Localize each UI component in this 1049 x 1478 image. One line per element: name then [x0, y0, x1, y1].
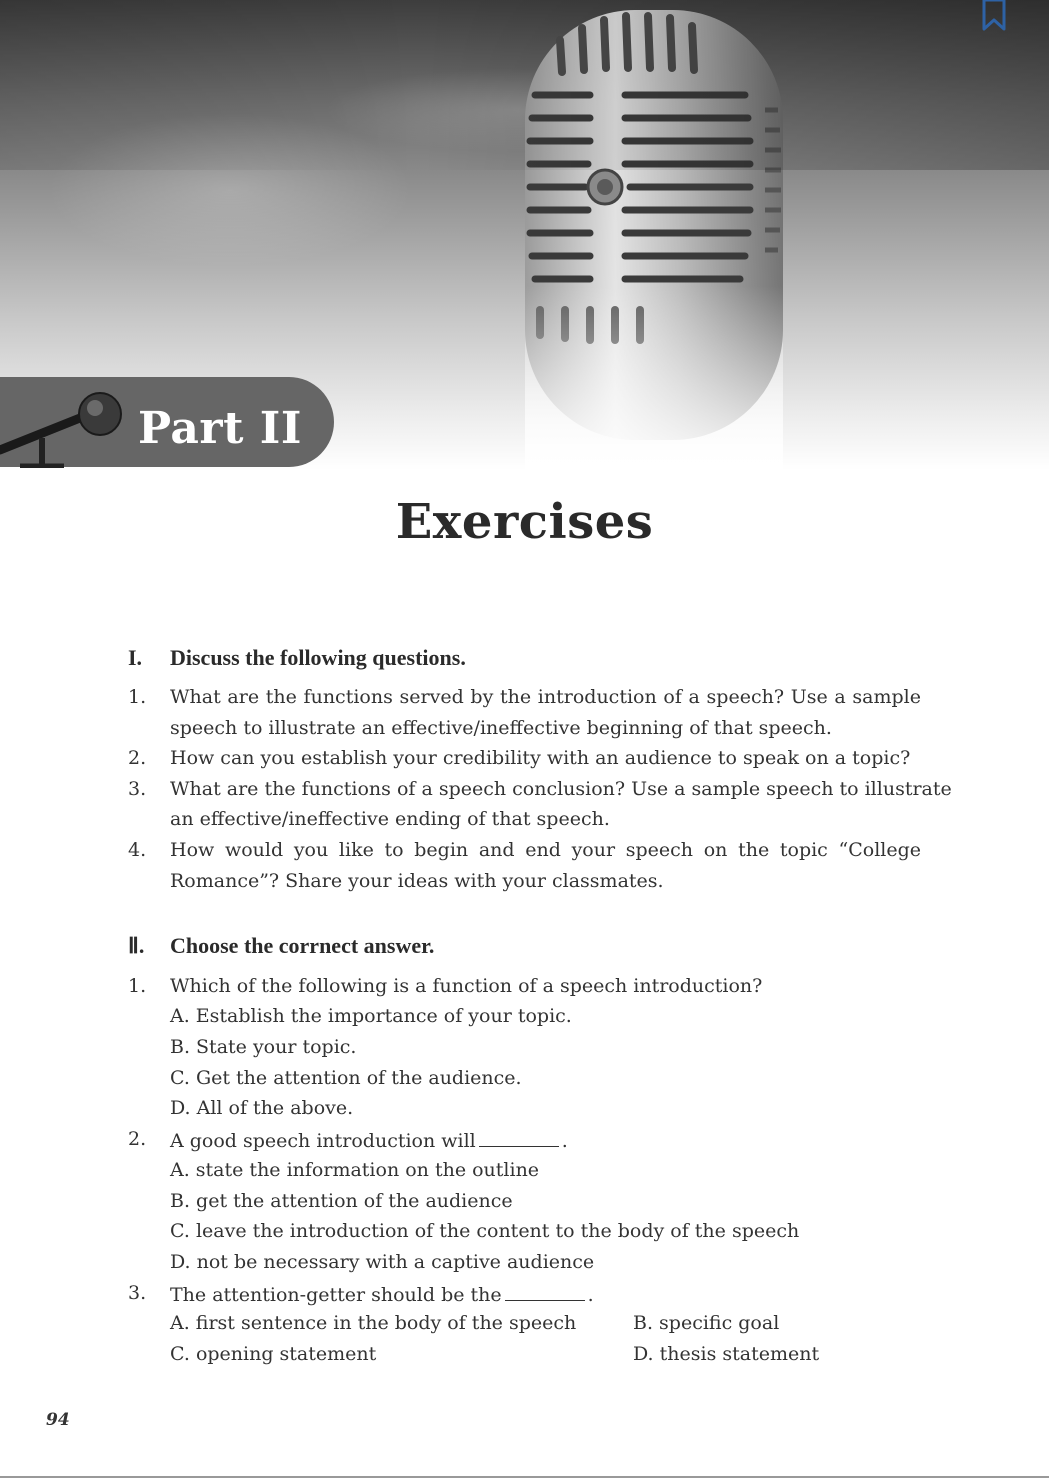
question-text: The attention-getter should be the — [170, 1284, 502, 1306]
part-label: Part II — [138, 403, 302, 454]
item-number: 3. — [128, 1282, 147, 1304]
answer-option: D. All of the above. — [170, 1097, 354, 1119]
question-line: What are the functions served by the introduction of a speech? Use a sample — [170, 686, 921, 708]
answer-option: D. thesis statement — [633, 1343, 820, 1365]
answer-option: C. opening statement — [170, 1343, 377, 1365]
answer-option: D. not be necessary with a captive audience — [170, 1251, 595, 1273]
header-banner — [0, 0, 1049, 470]
answer-blank — [479, 1124, 559, 1147]
item-number: 2. — [128, 747, 147, 769]
answer-option: B. State your topic. — [170, 1036, 357, 1058]
answer-option: A. first sentence in the body of the speech — [170, 1312, 577, 1334]
answer-option: A. Establish the importance of your topic. — [170, 1005, 572, 1027]
question-line: How would you like to begin and end your speech on the topic “College — [170, 839, 921, 861]
question-line: speech to illustrate an effective/ineffective beginning of that speech. — [170, 717, 832, 739]
answer-option: B. specific goal — [633, 1312, 780, 1334]
section-number: I. — [128, 645, 143, 670]
bookmark-icon[interactable] — [982, 0, 1006, 32]
answer-blank — [505, 1278, 585, 1301]
question-end: . — [561, 1130, 568, 1152]
question-line — [170, 1124, 568, 1157]
item-number: 2. — [128, 1128, 147, 1150]
question-line: Which of the following is a function of a speech introduction? — [170, 975, 763, 997]
section-title: Choose the corrnect answer. — [170, 933, 435, 958]
microphone-image — [500, 0, 800, 470]
answer-option: C. Get the attention of the audience. — [170, 1067, 522, 1089]
section-heading — [128, 642, 628, 673]
page-title: Exercises — [395, 494, 654, 550]
question-text: A good speech introduction will — [170, 1130, 476, 1152]
question-end: . — [587, 1284, 594, 1306]
section-heading — [128, 930, 628, 961]
item-number: 4. — [128, 839, 147, 861]
question-line — [170, 1278, 594, 1311]
answer-option: B. get the attention of the audience — [170, 1190, 513, 1212]
section-title: Discuss the following questions. — [170, 645, 466, 670]
question-line: Romance”? Share your ideas with your classmates. — [170, 870, 664, 892]
microphone-icon — [0, 388, 130, 468]
answer-option: A. state the information on the outline — [170, 1159, 540, 1181]
section-number: Ⅱ. — [128, 933, 145, 958]
answer-option: C. leave the introduction of the content to the body of the speech — [170, 1220, 800, 1242]
question-line: an effective/ineffective ending of that speech. — [170, 808, 610, 830]
item-number: 3. — [128, 778, 147, 800]
item-number: 1. — [128, 686, 147, 708]
question-line: How can you establish your credibility with an audience to speak on a topic? — [170, 747, 911, 769]
item-number: 1. — [128, 975, 147, 997]
page-number: 94 — [46, 1410, 70, 1430]
question-line: What are the functions of a speech conclusion? Use a sample speech to illustrate — [170, 778, 952, 800]
